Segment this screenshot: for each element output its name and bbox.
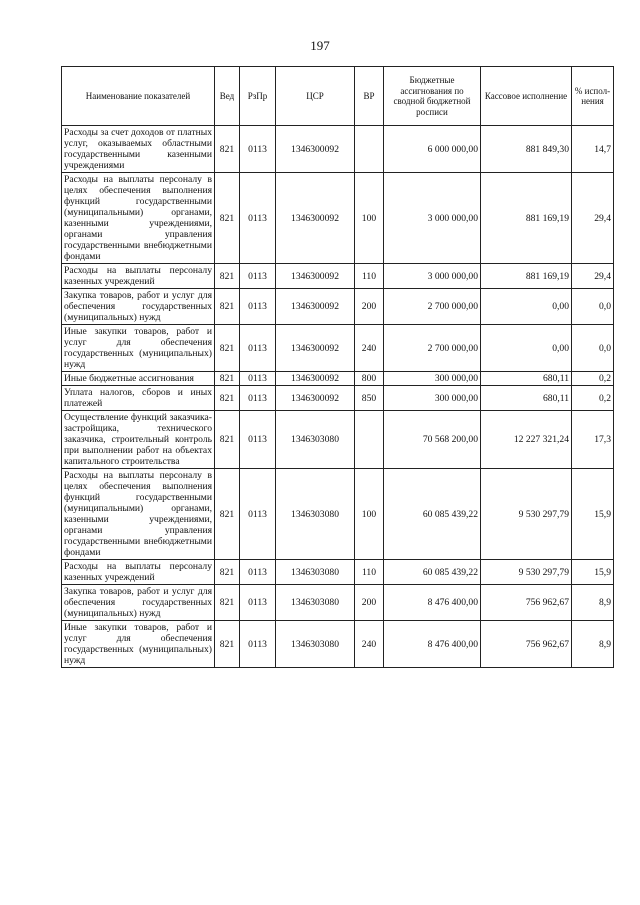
row-percent: 29,4	[572, 173, 614, 264]
table-row	[62, 560, 614, 585]
row-percent: 15,9	[572, 469, 614, 560]
row-ved: 821	[215, 126, 240, 173]
row-rzpr: 0113	[240, 289, 276, 325]
row-vr: 200	[355, 289, 384, 325]
row-cash: 756 962,67	[481, 621, 572, 668]
row-vr: 850	[355, 386, 384, 411]
header-budget: Бюджетные ассигнования по сводной бюджетной росписи	[384, 67, 481, 126]
row-percent: 29,4	[572, 264, 614, 289]
row-rzpr: 0113	[240, 469, 276, 560]
row-name: Расходы на выплаты персоналу в целях обеспечения выполнения функций государственными (муниципальными) органами, казенными учреждениями, органами управления государственными внебюджетными фондами	[62, 173, 215, 264]
row-csr: 1346303080	[276, 411, 355, 469]
row-ved: 821	[215, 560, 240, 585]
row-budget: 70 568 200,00	[384, 411, 481, 469]
row-name: Уплата налогов, сборов и иных платежей	[62, 386, 215, 411]
row-budget: 6 000 000,00	[384, 126, 481, 173]
row-rzpr: 0113	[240, 411, 276, 469]
header-name: Наименование показателей	[62, 67, 215, 126]
table-header-row	[62, 67, 614, 126]
row-rzpr: 0113	[240, 372, 276, 386]
row-ved: 821	[215, 372, 240, 386]
row-ved: 821	[215, 173, 240, 264]
row-csr: 1346300092	[276, 126, 355, 173]
row-budget: 300 000,00	[384, 386, 481, 411]
row-cash: 0,00	[481, 325, 572, 372]
budget-execution-table	[61, 66, 614, 668]
row-cash: 756 962,67	[481, 585, 572, 621]
table-row	[62, 621, 614, 668]
row-ved: 821	[215, 264, 240, 289]
row-cash: 881 849,30	[481, 126, 572, 173]
row-cash: 881 169,19	[481, 264, 572, 289]
header-percent: % испол-нения	[572, 67, 614, 126]
row-csr: 1346303080	[276, 469, 355, 560]
row-budget: 300 000,00	[384, 372, 481, 386]
row-budget: 8 476 400,00	[384, 621, 481, 668]
header-vr: ВР	[355, 67, 384, 126]
table-row	[62, 325, 614, 372]
row-name: Иные закупки товаров, работ и услуг для обеспечения государственных (муниципальных) нужд	[62, 325, 215, 372]
row-name: Закупка товаров, работ и услуг для обеспечения государственных (муниципальных) нужд	[62, 289, 215, 325]
header-cash: Кассовое исполнение	[481, 67, 572, 126]
row-csr: 1346300092	[276, 386, 355, 411]
row-vr	[355, 411, 384, 469]
row-rzpr: 0113	[240, 325, 276, 372]
row-name: Расходы на выплаты персоналу казенных учреждений	[62, 560, 215, 585]
table-row	[62, 372, 614, 386]
row-ved: 821	[215, 289, 240, 325]
row-csr: 1346300092	[276, 264, 355, 289]
row-vr: 240	[355, 621, 384, 668]
table-row	[62, 386, 614, 411]
header-csr: ЦСР	[276, 67, 355, 126]
row-cash: 9 530 297,79	[481, 560, 572, 585]
table-row	[62, 264, 614, 289]
row-csr: 1346303080	[276, 585, 355, 621]
row-rzpr: 0113	[240, 264, 276, 289]
row-budget: 60 085 439,22	[384, 469, 481, 560]
row-vr: 110	[355, 560, 384, 585]
row-budget: 3 000 000,00	[384, 173, 481, 264]
table-row	[62, 585, 614, 621]
row-budget: 3 000 000,00	[384, 264, 481, 289]
table-row	[62, 469, 614, 560]
row-cash: 9 530 297,79	[481, 469, 572, 560]
row-percent: 17,3	[572, 411, 614, 469]
row-budget: 2 700 000,00	[384, 289, 481, 325]
row-cash: 680,11	[481, 386, 572, 411]
row-rzpr: 0113	[240, 585, 276, 621]
row-budget: 8 476 400,00	[384, 585, 481, 621]
page-number: 197	[310, 38, 330, 53]
row-ved: 821	[215, 585, 240, 621]
row-percent: 0,0	[572, 289, 614, 325]
row-name: Иные бюджетные ассигнования	[62, 372, 215, 386]
row-name: Расходы на выплаты персоналу в целях обеспечения выполнения функций государственными (муниципальными) органами, казенными учреждениями, органами управления государственными внебюджетными фондами	[62, 469, 215, 560]
row-vr: 800	[355, 372, 384, 386]
row-percent: 15,9	[572, 560, 614, 585]
row-name: Закупка товаров, работ и услуг для обеспечения государственных (муниципальных) нужд	[62, 585, 215, 621]
row-rzpr: 0113	[240, 621, 276, 668]
row-rzpr: 0113	[240, 173, 276, 264]
row-percent: 14,7	[572, 126, 614, 173]
row-rzpr: 0113	[240, 126, 276, 173]
row-ved: 821	[215, 621, 240, 668]
table-row	[62, 411, 614, 469]
row-cash: 881 169,19	[481, 173, 572, 264]
row-csr: 1346303080	[276, 621, 355, 668]
row-cash: 12 227 321,24	[481, 411, 572, 469]
table-row	[62, 173, 614, 264]
row-ved: 821	[215, 386, 240, 411]
row-budget: 2 700 000,00	[384, 325, 481, 372]
row-percent: 8,9	[572, 585, 614, 621]
row-budget: 60 085 439,22	[384, 560, 481, 585]
row-csr: 1346300092	[276, 372, 355, 386]
row-name: Осуществление функций заказчика-застройщика, технического заказчика, строительный контроль при выполнении работ на объектах капитального строительства	[62, 411, 215, 469]
row-vr: 240	[355, 325, 384, 372]
row-vr: 200	[355, 585, 384, 621]
row-vr: 100	[355, 469, 384, 560]
row-percent: 8,9	[572, 621, 614, 668]
row-csr: 1346303080	[276, 560, 355, 585]
table-row	[62, 289, 614, 325]
header-rzpr: РзПр	[240, 67, 276, 126]
row-cash: 680,11	[481, 372, 572, 386]
table-row	[62, 126, 614, 173]
row-percent: 0,0	[572, 325, 614, 372]
row-csr: 1346300092	[276, 289, 355, 325]
row-name: Иные закупки товаров, работ и услуг для обеспечения государственных (муниципальных) нужд	[62, 621, 215, 668]
row-percent: 0,2	[572, 372, 614, 386]
row-vr: 100	[355, 173, 384, 264]
header-ved: Вед	[215, 67, 240, 126]
row-ved: 821	[215, 411, 240, 469]
row-percent: 0,2	[572, 386, 614, 411]
row-vr	[355, 126, 384, 173]
row-csr: 1346300092	[276, 173, 355, 264]
row-ved: 821	[215, 469, 240, 560]
row-rzpr: 0113	[240, 386, 276, 411]
row-name: Расходы за счет доходов от платных услуг, оказываемых областными государственными казенными учреждениями	[62, 126, 215, 173]
row-cash: 0,00	[481, 289, 572, 325]
row-vr: 110	[355, 264, 384, 289]
row-csr: 1346300092	[276, 325, 355, 372]
row-ved: 821	[215, 325, 240, 372]
row-rzpr: 0113	[240, 560, 276, 585]
row-name: Расходы на выплаты персоналу казенных учреждений	[62, 264, 215, 289]
